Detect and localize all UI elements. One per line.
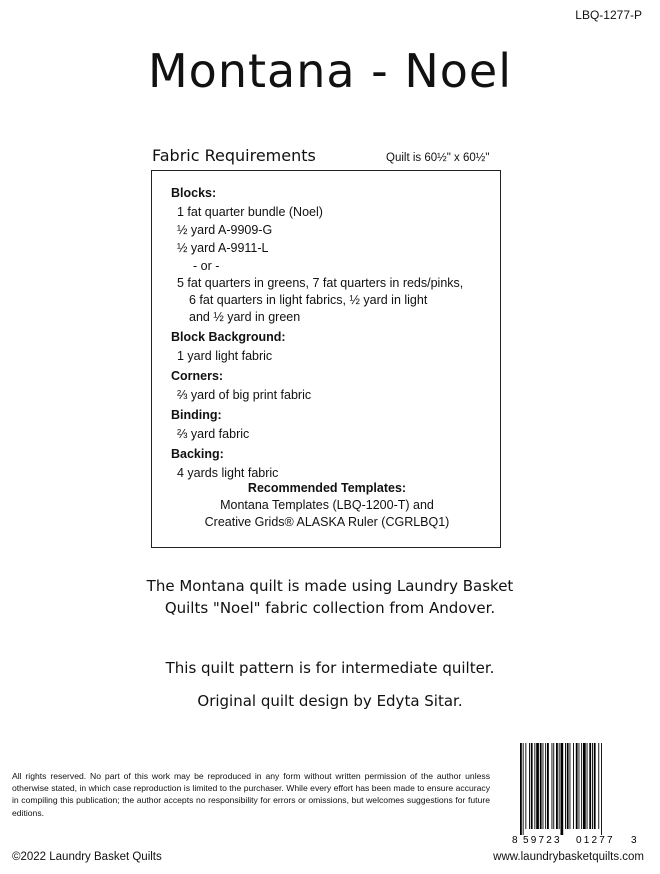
barcode-bar — [561, 743, 564, 835]
barcode-digits-group-1: 59723 — [523, 835, 562, 846]
barcode-bar — [547, 743, 549, 829]
backing-label: Backing: — [171, 447, 224, 461]
barcode-bar — [534, 743, 535, 829]
barcode-bar — [559, 743, 560, 829]
barcode-bar — [556, 743, 558, 829]
blocks-label: Blocks: — [171, 186, 217, 200]
barcode-bar — [525, 743, 526, 829]
barcode-bar — [545, 743, 546, 829]
barcode-bar — [570, 743, 571, 829]
barcode-bar — [543, 743, 544, 829]
blocks-item: ½ yard A-9911-L — [177, 241, 269, 255]
barcode-bar — [594, 743, 596, 829]
barcode-bar — [531, 743, 533, 829]
designer-credit: Original quilt design by Edyta Sitar. — [197, 692, 463, 710]
footer-copyright: ©2022 Laundry Basket Quilts — [12, 851, 162, 863]
recommended-templates-label: Recommended Templates: — [247, 481, 407, 495]
block-background-label: Block Background: — [171, 330, 286, 344]
blocks-item: 6 fat quarters in light fabrics, ½ yard in light — [189, 293, 428, 307]
barcode-bar — [573, 743, 574, 829]
barcode-digit-last: 3 — [631, 835, 637, 846]
barcode-bar — [583, 743, 586, 829]
barcode-bars — [520, 743, 602, 835]
binding-label: Binding: — [171, 408, 222, 422]
barcode-bar — [552, 743, 553, 829]
barcode-bar — [565, 743, 566, 829]
barcode-bar — [523, 743, 524, 835]
template-item: Creative Grids® ALASKA Ruler (CGRLBQ1) — [204, 515, 450, 529]
blocks-item: ½ yard A-9909-G — [177, 223, 273, 237]
page-title: Montana - Noel — [147, 44, 513, 98]
blocks-item: and ½ yard in green — [189, 310, 301, 324]
barcode-bar — [529, 743, 530, 829]
barcode-bar — [567, 743, 569, 829]
corners-label: Corners: — [171, 369, 224, 383]
barcode-bar — [536, 743, 539, 829]
barcode-bar — [589, 743, 591, 829]
binding-item: ⅔ yard fabric — [177, 427, 250, 441]
copyright-notice: All rights reserved. No part of this work may be reproduced in any form without written permission of the author unless otherwise stated, in which case reproduction is limited to the purchaser. While every effort has been made to ensure accuracy in compiling this publication; the author accepts no responsibility for errors or omissions, but welcomes suggestions for future editions. — [12, 771, 490, 818]
corners-item: ⅔ yard of big print fabric — [177, 388, 312, 402]
backing-item: 4 yards light fabric — [177, 466, 279, 480]
barcode-bar — [579, 743, 580, 829]
block-background-item: 1 yard light fabric — [177, 349, 273, 363]
quilt-size: Quilt is 60½" x 60½" — [386, 152, 490, 164]
blocks-item: 5 fat quarters in greens, 7 fat quarters in reds/pinks, — [177, 276, 464, 290]
blocks-item: 1 fat quarter bundle (Noel) — [177, 205, 323, 219]
barcode-bar — [540, 743, 542, 829]
blocks-item-or: - or - — [193, 259, 220, 273]
barcode-digit-first: 8 — [512, 835, 518, 846]
skill-level-text: This quilt pattern is for intermediate quilter. — [165, 659, 495, 677]
barcode-digits-group-2: 01277 — [576, 835, 615, 846]
fabric-requirements-heading: Fabric Requirements — [152, 146, 316, 165]
description-line-2: Quilts "Noel" fabric collection from Andover. — [164, 599, 496, 617]
barcode-bar — [581, 743, 582, 829]
barcode-bar — [553, 743, 554, 829]
barcode-bar — [592, 743, 593, 829]
sku-code: LBQ-1277-P — [575, 8, 642, 22]
barcode-bar — [601, 743, 602, 835]
barcode-bar — [576, 743, 578, 829]
barcode-bar — [598, 743, 599, 829]
barcode-bar — [587, 743, 588, 829]
description-line-1: The Montana quilt is made using Laundry Basket — [146, 577, 514, 595]
fabric-requirements-box — [151, 170, 501, 548]
template-item: Montana Templates (LBQ-1200-T) and — [220, 498, 434, 512]
footer-website[interactable]: www.laundrybasketquilts.com — [493, 851, 644, 863]
barcode — [510, 743, 640, 853]
barcode-bar — [520, 743, 522, 835]
